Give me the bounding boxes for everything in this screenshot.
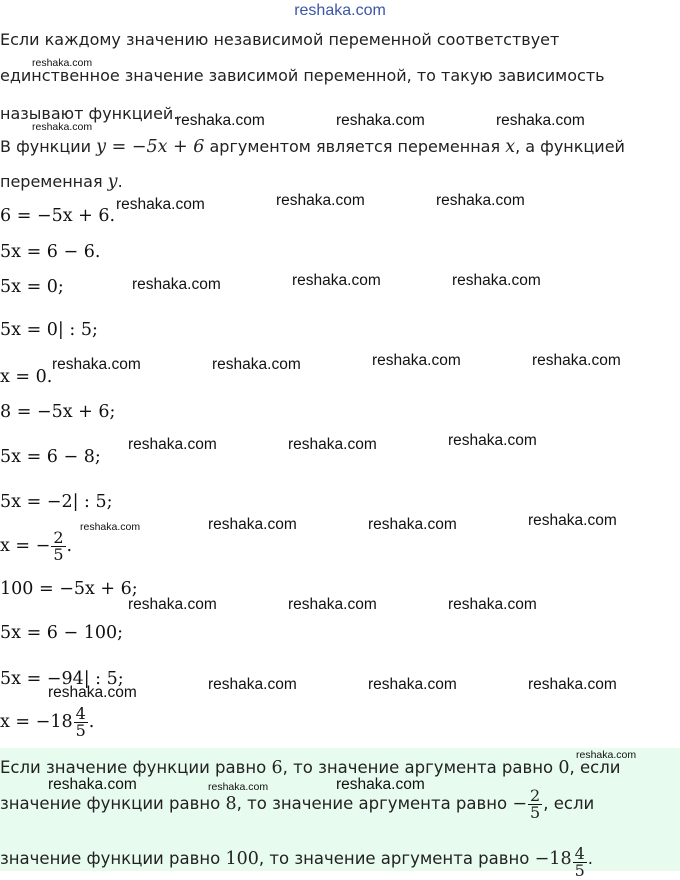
fraction-four-fifths bbox=[74, 706, 88, 739]
watermark: reshaka.com bbox=[48, 776, 137, 793]
watermark: reshaka.com bbox=[132, 276, 221, 293]
fraction-numerator: 4 bbox=[75, 704, 86, 723]
fraction-suffix: . bbox=[66, 536, 73, 556]
solution-line: 8 = −5x + 6; bbox=[0, 402, 116, 422]
fraction-suffix: . bbox=[88, 712, 95, 732]
function-intro-line-2 bbox=[0, 172, 123, 192]
solution-line-fraction bbox=[0, 530, 72, 563]
definition-line-1: Если каждому значению независимой переменной соответствует bbox=[0, 30, 560, 49]
fraction-denominator: 5 bbox=[530, 803, 541, 822]
solution-line: 5x = 0; bbox=[0, 277, 64, 297]
answer-line-1 bbox=[0, 758, 621, 778]
site-header-logo[interactable]: reshaka.com bbox=[294, 2, 386, 19]
answer-value: −18 bbox=[534, 849, 572, 869]
watermark: reshaka.com bbox=[276, 192, 365, 209]
solution-line: 100 = −5x + 6; bbox=[0, 579, 138, 599]
watermark: reshaka.com bbox=[532, 352, 621, 369]
answer-text: . bbox=[587, 849, 594, 868]
answer-minus: − bbox=[512, 794, 528, 814]
intro-line2-prefix: переменная bbox=[0, 172, 103, 191]
fraction-denominator: 5 bbox=[574, 861, 585, 880]
solution-line: 5x = 6 − 6. bbox=[0, 242, 101, 262]
watermark: reshaka.com bbox=[288, 596, 377, 613]
solution-line: 5x = 0| : 5; bbox=[0, 320, 98, 340]
watermark: reshaka.com bbox=[52, 356, 141, 373]
watermark: reshaka.com bbox=[116, 196, 205, 213]
watermark: reshaka.com bbox=[452, 272, 541, 289]
intro-middle-2: , а функцией bbox=[515, 137, 625, 156]
watermark: reshaka.com bbox=[436, 192, 525, 209]
watermark: reshaka.com bbox=[32, 57, 93, 69]
watermark: reshaka.com bbox=[176, 112, 265, 129]
answer-fraction-four-fifths bbox=[573, 846, 587, 879]
solution-x-prefix: x = − bbox=[0, 536, 51, 556]
fraction-numerator: 2 bbox=[530, 786, 541, 805]
solution-x-prefix: x = −18 bbox=[0, 712, 73, 732]
watermark: reshaka.com bbox=[288, 436, 377, 453]
solution-line: 5x = −2| : 5; bbox=[0, 492, 113, 512]
answer-value: 6 bbox=[271, 758, 283, 778]
watermark: reshaka.com bbox=[372, 352, 461, 369]
watermark: reshaka.com bbox=[212, 356, 301, 373]
solution-line-fraction bbox=[0, 706, 94, 739]
fraction-denominator: 5 bbox=[53, 545, 64, 564]
watermark: reshaka.com bbox=[128, 596, 217, 613]
function-intro-line-1 bbox=[0, 137, 625, 157]
intro-line2-suffix: . bbox=[117, 172, 123, 191]
answer-value: 100 bbox=[225, 849, 259, 869]
answer-fraction-two-fifths bbox=[528, 788, 542, 821]
watermark: reshaka.com bbox=[336, 776, 425, 793]
watermark: reshaka.com bbox=[128, 436, 217, 453]
watermark: reshaka.com bbox=[528, 512, 617, 529]
fraction-numerator: 4 bbox=[574, 844, 585, 863]
watermark: reshaka.com bbox=[368, 676, 457, 693]
watermark: reshaka.com bbox=[448, 432, 537, 449]
answer-text: значение функции равно bbox=[0, 849, 221, 868]
solution-line: 5x = −94| : 5; bbox=[0, 669, 124, 689]
intro-func-var: y bbox=[107, 172, 118, 192]
answer-value: 0 bbox=[558, 758, 570, 778]
definition-line-3: называют функцией. bbox=[0, 104, 179, 123]
answer-text: , то значение аргумента равно bbox=[258, 849, 530, 868]
watermark: reshaka.com bbox=[32, 121, 93, 133]
watermark: reshaka.com bbox=[336, 112, 425, 129]
watermark: reshaka.com bbox=[292, 272, 381, 289]
solution-line: 5x = 6 − 8; bbox=[0, 447, 101, 467]
answer-block bbox=[0, 748, 680, 880]
answer-text: , если bbox=[543, 794, 595, 813]
intro-arg-var: x bbox=[505, 137, 516, 157]
solution-line: x = 0. bbox=[0, 367, 53, 387]
intro-prefix: В функции bbox=[0, 137, 92, 156]
intro-formula: y = −5x + 6 bbox=[96, 137, 205, 157]
watermark: reshaka.com bbox=[80, 521, 141, 533]
solution-line: 5x = 6 − 100; bbox=[0, 623, 124, 643]
answer-text: значение функции равно bbox=[0, 794, 221, 813]
watermark: reshaka.com bbox=[576, 749, 637, 761]
watermark: reshaka.com bbox=[528, 676, 617, 693]
answer-text: Если значение функции равно bbox=[0, 758, 267, 777]
watermark: reshaka.com bbox=[208, 676, 297, 693]
watermark: reshaka.com bbox=[448, 596, 537, 613]
watermark: reshaka.com bbox=[48, 684, 137, 701]
answer-text: , то значение аргумента равно bbox=[236, 794, 508, 813]
solution-line: 6 = −5x + 6. bbox=[0, 206, 116, 226]
answer-text: , если bbox=[569, 758, 621, 777]
fraction-numerator: 2 bbox=[53, 528, 64, 547]
answer-line-3 bbox=[0, 846, 593, 879]
watermark: reshaka.com bbox=[496, 112, 585, 129]
intro-middle: аргументом является переменная bbox=[209, 137, 501, 156]
fraction-denominator: 5 bbox=[75, 721, 86, 740]
watermark: reshaka.com bbox=[208, 516, 297, 533]
answer-text: , то значение аргумента равно bbox=[282, 758, 554, 777]
fraction-two-fifths bbox=[51, 530, 65, 563]
watermark: reshaka.com bbox=[368, 516, 457, 533]
watermark: reshaka.com bbox=[208, 781, 269, 793]
definition-line-2: единственное значение зависимой переменной, то такую зависимость bbox=[0, 66, 605, 85]
answer-value: 8 bbox=[225, 794, 237, 814]
